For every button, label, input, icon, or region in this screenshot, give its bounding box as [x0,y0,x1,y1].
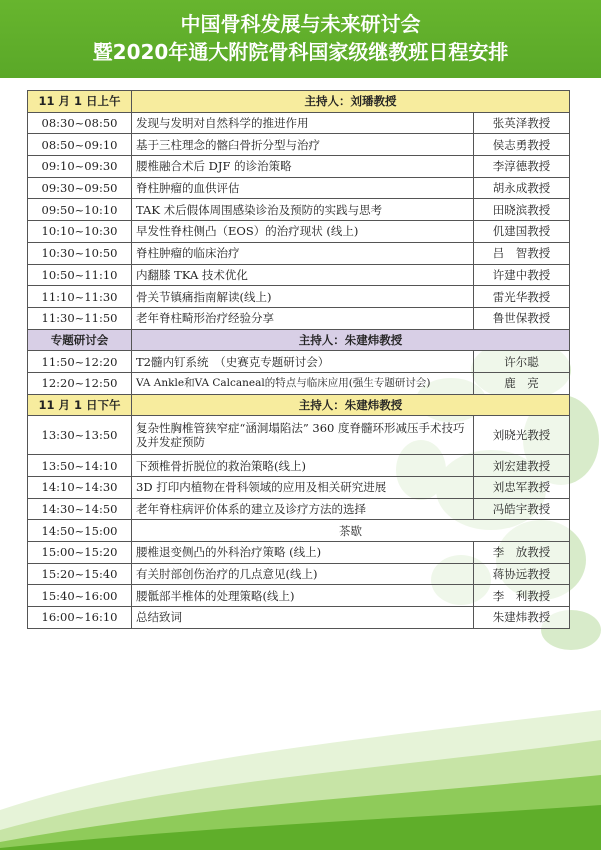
row-topic: 腰骶部半椎体的处理策略(线上) [132,585,474,607]
row-speaker: 田晓滨教授 [474,199,570,221]
row-time: 14:50~15:00 [28,520,132,542]
row-topic: 总结致词 [132,607,474,629]
row-topic: TAK 术后假体周围感染诊治及预防的实践与思考 [132,199,474,221]
row-time: 09:10~09:30 [28,156,132,178]
table-row [28,563,570,585]
row-time: 14:10~14:30 [28,477,132,499]
row-topic: 发现与发明对自然科学的推进作用 [132,112,474,134]
section-header-row [28,91,570,113]
row-speaker: 冯皓宇教授 [474,498,570,520]
table-row [28,477,570,499]
row-topic: 茶歇 [132,520,570,542]
table-row [28,455,570,477]
table-row [28,351,570,373]
section-host: 主持人：朱建炜教授 [132,394,570,416]
table-row [28,542,570,564]
row-topic: 复杂性胸椎管狭窄症“涵洞塌陷法” 360 度脊髓环形减压手术技巧及并发症预防 [132,416,474,455]
table-row [28,416,570,455]
table-row [28,307,570,329]
table-row [28,242,570,264]
row-topic: VA Ankle和VA Calcaneal的特点与临床应用(强生专题研讨会) [132,372,474,394]
table-row [28,264,570,286]
row-topic: 骨关节镇痛指南解读(线上) [132,286,474,308]
row-speaker: 朱建炜教授 [474,607,570,629]
row-topic: 腰椎退变侧凸的外科治疗策略 (线上) [132,542,474,564]
section-host: 主持人：刘璠教授 [132,91,570,113]
section-label: 11 月 1 日下午 [28,394,132,416]
section-header-row [28,329,570,351]
title-line-2: 暨2020年通大附院骨科国家级继教班日程安排 [92,40,509,64]
schedule-table [27,90,570,629]
table-row [28,156,570,178]
row-time: 15:00~15:20 [28,542,132,564]
row-time: 10:50~11:10 [28,264,132,286]
row-speaker: 胡永成教授 [474,177,570,199]
row-time: 12:20~12:50 [28,372,132,394]
row-time: 10:30~10:50 [28,242,132,264]
row-speaker: 鲁世保教授 [474,307,570,329]
row-speaker: 许尔聪 [474,351,570,373]
table-row [28,199,570,221]
row-speaker: 侯志勇教授 [474,134,570,156]
row-topic: 早发性脊柱侧凸（EOS）的治疗现状 (线上) [132,221,474,243]
row-speaker: 李 利教授 [474,585,570,607]
table-row [28,177,570,199]
row-topic: 3D 打印内植物在骨科领域的应用及相关研究进展 [132,477,474,499]
row-time: 14:30~14:50 [28,498,132,520]
row-topic: 基于三柱理念的髂臼骨折分型与治疗 [132,134,474,156]
table-row [28,607,570,629]
row-speaker: 雷光华教授 [474,286,570,308]
section-label: 专题研讨会 [28,329,132,351]
row-speaker: 许建中教授 [474,264,570,286]
table-row [28,498,570,520]
row-speaker: 吕 智教授 [474,242,570,264]
table-row [28,112,570,134]
row-time: 11:30~11:50 [28,307,132,329]
row-time: 13:50~14:10 [28,455,132,477]
section-host: 主持人：朱建炜教授 [132,329,570,351]
row-speaker: 刘宏建教授 [474,455,570,477]
row-topic: 腰椎融合术后 DJF 的诊治策略 [132,156,474,178]
row-topic: 有关肘部创伤治疗的几点意见(线上) [132,563,474,585]
row-speaker: 李淳德教授 [474,156,570,178]
row-time: 13:30~13:50 [28,416,132,455]
table-row [28,585,570,607]
row-topic: 老年脊柱畸形治疗经验分享 [132,307,474,329]
table-row [28,372,570,394]
row-time: 09:50~10:10 [28,199,132,221]
row-time: 09:30~09:50 [28,177,132,199]
row-time: 15:40~16:00 [28,585,132,607]
row-time: 10:10~10:30 [28,221,132,243]
row-speaker: 蒋协远教授 [474,563,570,585]
row-time: 16:00~16:10 [28,607,132,629]
header-banner [0,0,601,78]
row-topic: 内翻膝 TKA 技术优化 [132,264,474,286]
row-time: 15:20~15:40 [28,563,132,585]
row-topic: 老年脊柱病评价体系的建立及诊疗方法的选择 [132,498,474,520]
table-row [28,221,570,243]
row-time: 08:30~08:50 [28,112,132,134]
row-speaker: 刘晓光教授 [474,416,570,455]
row-speaker: 李 放教授 [474,542,570,564]
row-time: 11:50~12:20 [28,351,132,373]
section-header-row [28,394,570,416]
table-row [28,520,570,542]
row-time: 08:50~09:10 [28,134,132,156]
row-topic: T2髓内钉系统 （史赛克专题研讨会） [132,351,474,373]
title-line-1: 中国骨科发展与未来研讨会 [180,12,421,36]
section-label: 11 月 1 日上午 [28,91,132,113]
table-row [28,286,570,308]
row-speaker: 仉建国教授 [474,221,570,243]
row-speaker: 鹿 亮 [474,372,570,394]
background-green-wave [0,700,601,850]
row-topic: 下颈椎骨折脱位的救治策略(线上) [132,455,474,477]
row-speaker: 张英泽教授 [474,112,570,134]
row-speaker: 刘忠军教授 [474,477,570,499]
row-time: 11:10~11:30 [28,286,132,308]
row-topic: 脊柱肿瘤的血供评估 [132,177,474,199]
table-row [28,134,570,156]
row-topic: 脊柱肿瘤的临床治疗 [132,242,474,264]
